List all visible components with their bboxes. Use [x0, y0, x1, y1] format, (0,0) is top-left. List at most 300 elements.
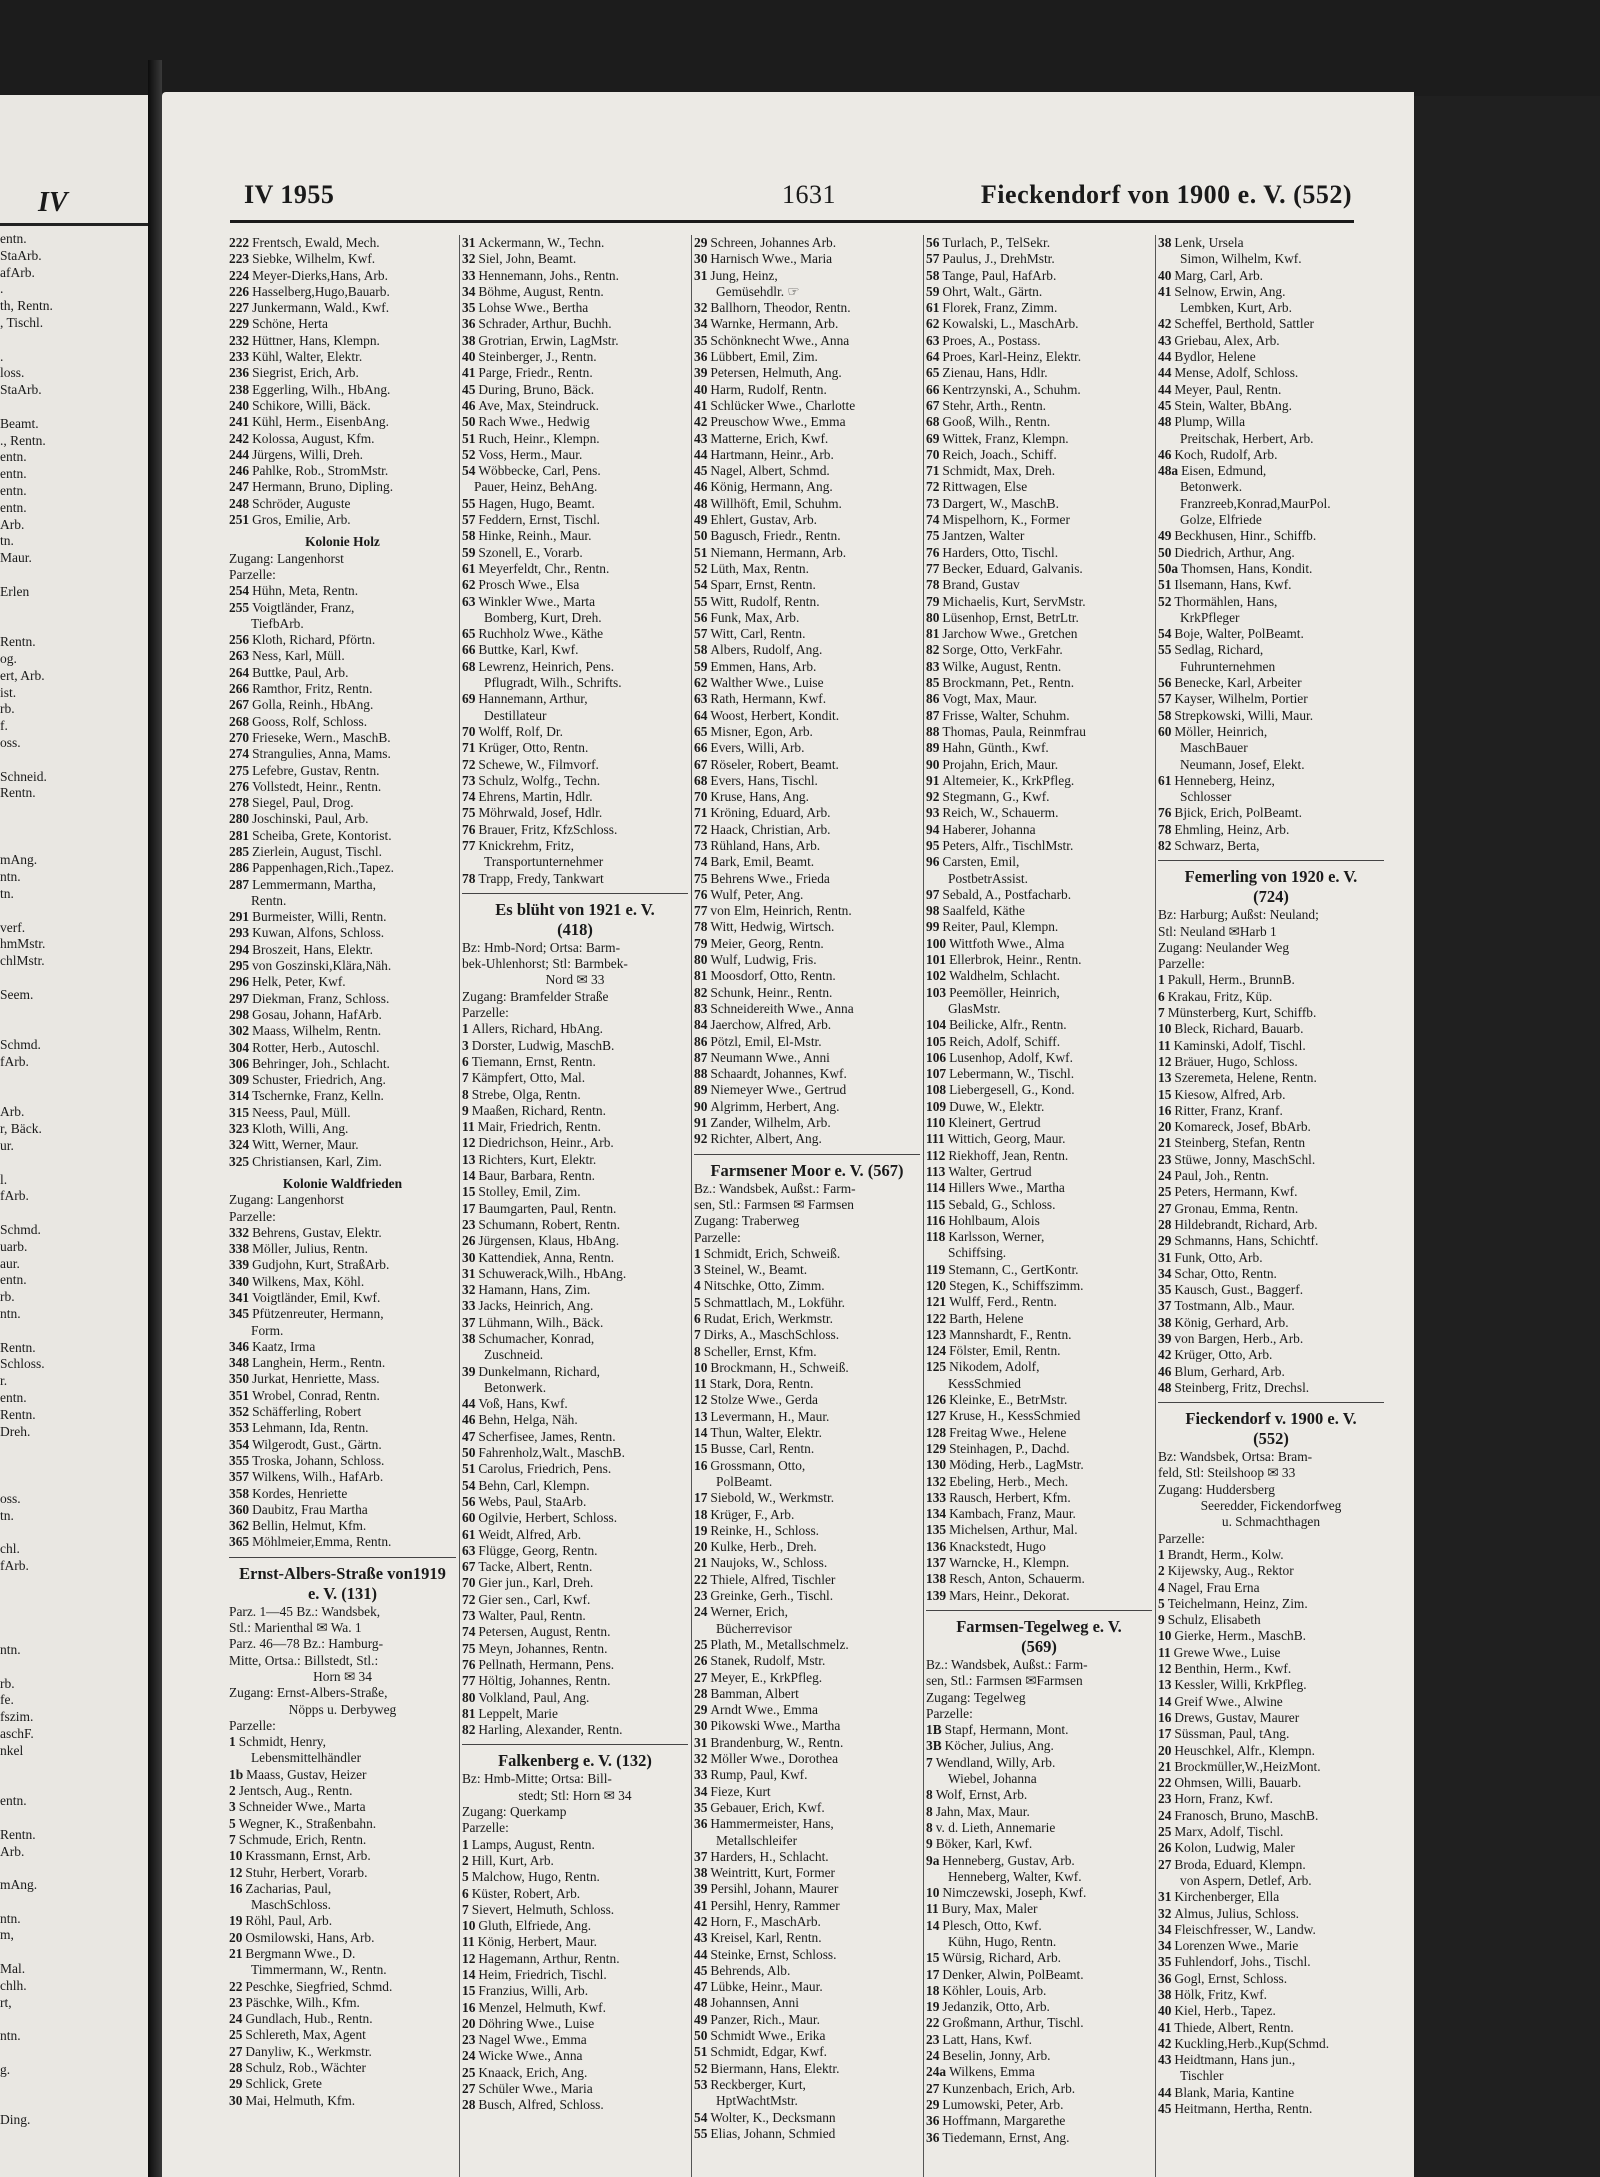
parcel-number: 56	[926, 235, 940, 250]
entry-text	[926, 871, 1152, 887]
parcel-number: 3	[462, 1037, 469, 1053]
entry-row	[229, 828, 456, 844]
entry-name: Fieckendorf v. 1900 e. V.	[1185, 1409, 1357, 1429]
entry-name: Maass, Gustav, Heizer	[246, 1766, 367, 1782]
left-page-line	[0, 819, 53, 836]
left-page-line: fe.	[0, 1692, 14, 1708]
entry-text	[694, 1197, 920, 1213]
entry-row	[1158, 1266, 1384, 1282]
entry-name: Saalfeld, Käthe	[942, 903, 1025, 919]
parcel-number: 20	[1158, 1742, 1172, 1758]
entry-name: Walter, Gertrud	[948, 1163, 1032, 1179]
entry-name: Stemann, C., GertKontr.	[948, 1261, 1079, 1277]
entry-text	[1158, 659, 1384, 675]
parcel-number: 256	[229, 632, 250, 648]
left-page-line	[0, 1155, 53, 1172]
section-heading	[229, 1584, 456, 1604]
entry-name: Walther Wwe., Luise	[710, 675, 824, 691]
parcel-number: 76	[926, 544, 940, 560]
entry-name: Kolonie Waldfrieden	[282, 1175, 403, 1191]
entry-row	[694, 528, 920, 544]
parcel-number: 47	[694, 1979, 708, 1995]
entry-name: Meyer, E., KrkPfleg.	[710, 1669, 823, 1685]
entry-row	[694, 789, 920, 805]
parcel-number: 98	[926, 903, 940, 919]
parcel-number: 21	[229, 1945, 243, 1961]
left-page-line: Schneid.	[0, 768, 47, 784]
parcel-number: 274	[229, 746, 250, 762]
entry-row	[1158, 1954, 1384, 1970]
entry-row	[926, 2113, 1152, 2129]
entry-name: Ballhorn, Theodor, Rentn.	[710, 300, 851, 316]
parcel-number: 24	[229, 2011, 243, 2027]
entry-name: Witt, Werner, Maur.	[252, 1137, 359, 1153]
entry-name: Ehlert, Gustav, Arb.	[710, 512, 817, 528]
entry-name: Broszeit, Hans, Elektr.	[252, 941, 373, 957]
entry-name: Femerling von 1920 e. V.	[1184, 867, 1358, 887]
parcel-number: 6	[694, 1311, 701, 1326]
parcel-number: 268	[229, 713, 250, 729]
entry-row	[926, 1787, 1152, 1803]
entry-row	[1158, 1070, 1384, 1086]
entry-name: During, Bruno, Bäck.	[478, 381, 595, 397]
parcel-number: 11	[462, 1119, 475, 1135]
entry-text	[694, 284, 920, 300]
entry-row	[462, 1021, 688, 1037]
entry-name: Bräuer, Hugo, Schloss.	[1174, 1053, 1298, 1069]
parcel-number: 302	[229, 1023, 250, 1039]
entry-name: Naujoks, W., Schloss.	[710, 1555, 828, 1571]
entry-name: Lewrenz, Heinrich, Pens.	[478, 658, 615, 674]
entry-name: Hohlbaum, Alois	[948, 1212, 1040, 1228]
entry-name: Kuwan, Alfons, Schloss.	[252, 925, 385, 941]
parcel-number: 1	[1158, 972, 1165, 988]
parcel-number: 12	[229, 1864, 243, 1880]
section-divider	[229, 1557, 456, 1564]
entry-row	[1158, 447, 1384, 463]
parcel-number: 38	[462, 332, 476, 348]
parcel-number: 65	[694, 723, 708, 739]
entry-row	[926, 724, 1152, 740]
parcel-number: 118	[926, 1229, 946, 1245]
entry-row	[229, 1023, 456, 1039]
entry-row	[926, 1392, 1152, 1408]
left-page-line	[0, 752, 53, 769]
entry-row	[926, 382, 1152, 398]
parcel-number: 17	[462, 1200, 476, 1216]
left-page-line: entn.	[0, 499, 27, 515]
parcel-number: 287	[229, 876, 250, 892]
left-page-line: aur.	[0, 1255, 20, 1271]
entry-name: Schlosser	[1180, 789, 1232, 805]
parcel-number: 26	[1158, 1840, 1172, 1856]
parcel-number: 4	[1158, 1579, 1165, 1595]
entry-name: Voss, Herm., Maur.	[478, 446, 583, 462]
entry-name: Bydlor, Helene	[1174, 349, 1256, 365]
entry-name: Sebald, G., Schloss.	[948, 1196, 1056, 1212]
entry-row	[926, 1099, 1152, 1115]
entry-row	[694, 1376, 920, 1392]
parcel-number: 50	[694, 2028, 708, 2044]
parcel-number: 266	[229, 681, 250, 697]
entry-name: Baumgarten, Paul, Rentn.	[478, 1200, 617, 1216]
left-page-line: chlMstr.	[0, 953, 45, 969]
entry-name: Feddern, Ernst, Tischl.	[478, 512, 601, 528]
parcel-number: 24	[1158, 1807, 1172, 1823]
entry-name: Schulz, Rob., Wächter	[245, 2060, 366, 2076]
entry-row	[229, 1072, 456, 1088]
entry-row	[462, 1608, 688, 1624]
entry-row	[926, 773, 1152, 789]
entry-name: Schüler Wwe., Maria	[478, 2081, 593, 2097]
entry-row	[926, 1278, 1152, 1294]
entry-row	[1158, 235, 1384, 251]
entry-name: GlasMstr.	[948, 1000, 1001, 1016]
entry-row	[1158, 822, 1384, 838]
parcel-number: 121	[926, 1294, 947, 1310]
entry-row	[462, 2000, 688, 2016]
entry-row	[694, 659, 920, 675]
entry-name: Tacke, Albert, Rentn.	[478, 1559, 593, 1575]
parcel-number: 21	[694, 1555, 708, 1571]
entry-name: Almus, Julius, Schloss.	[1174, 1905, 1300, 1921]
entry-row	[229, 648, 456, 664]
entry-row	[229, 447, 456, 463]
left-page-line: Dreh.	[0, 1423, 31, 1439]
entry-name: Langhein, Herm., Rentn.	[252, 1355, 386, 1371]
entry-row	[1158, 284, 1384, 300]
left-page-line	[0, 1592, 53, 1609]
entry-name: Jürgens, Willi, Dreh.	[252, 446, 364, 462]
section-heading	[229, 1564, 456, 1584]
page-number: 1631	[782, 180, 836, 209]
entry-text	[1158, 431, 1384, 447]
entry-name: Hartmann, Heinr., Arb.	[710, 446, 834, 462]
left-page-line: r, Bäck.	[0, 1121, 42, 1137]
entry-name: Gooss, Rolf, Schloss.	[252, 713, 368, 729]
entry-name: Zugang: Huddersberg	[1158, 1481, 1275, 1497]
left-page-rule	[0, 223, 148, 226]
parcel-number: 35	[1158, 1954, 1172, 1970]
entry-name: Schröder, Auguste	[252, 495, 351, 511]
entry-row	[229, 463, 456, 479]
left-page-line	[0, 1608, 53, 1625]
entry-row	[926, 1311, 1152, 1327]
parcel-number: 44	[462, 1396, 476, 1412]
parcel-number: 61	[462, 1526, 476, 1542]
parcel-number: 70	[926, 446, 940, 462]
entry-name: Harling, Alexander, Rentn.	[478, 1722, 623, 1738]
parcel-number: 23	[229, 1994, 243, 2010]
entry-name: Richter, Albert, Ang.	[710, 1131, 822, 1147]
entry-text	[926, 1869, 1152, 1885]
parcel-number: 38	[1158, 1986, 1172, 2002]
parcel-number: 90	[926, 756, 940, 772]
entry-row	[694, 1523, 920, 1539]
entry-row	[926, 251, 1152, 267]
entry-text	[229, 534, 456, 550]
parcel-number: 263	[229, 648, 250, 664]
entry-name: Schmattlach, M., Lokführ.	[703, 1294, 846, 1310]
entry-row	[926, 398, 1152, 414]
entry-row	[462, 1641, 688, 1657]
parcel-number: 20	[229, 1929, 243, 1945]
directory-page	[162, 92, 1414, 2177]
entry-name: Bury, Max, Maler	[941, 1901, 1038, 1917]
parcel-number: 23	[462, 1216, 476, 1232]
entry-name: PostbetrAssist.	[948, 870, 1028, 886]
entry-name: Reiter, Paul, Klempn.	[942, 919, 1059, 935]
entry-row	[694, 1653, 920, 1669]
parcel-number: 13	[462, 1151, 476, 1167]
parcel-number: 15	[462, 1184, 476, 1200]
parcel-number: 36	[926, 2129, 940, 2145]
entry-name: Plump, Willa	[1174, 414, 1246, 430]
entry-row	[1158, 528, 1384, 544]
entry-name: Parzelle:	[1158, 956, 1205, 972]
entry-name: Kloth, Willi, Ang.	[252, 1121, 349, 1137]
entry-row	[1158, 724, 1384, 740]
entry-name: Kloth, Richard, Pförtn.	[252, 632, 376, 648]
entry-row	[694, 1099, 920, 1115]
parcel-number: 130	[926, 1457, 947, 1473]
parcel-number: 40	[462, 349, 476, 365]
parcel-number: 40	[1158, 2003, 1172, 2019]
parcel-number: 63	[694, 691, 708, 707]
left-page-line: , Tischl.	[0, 314, 44, 330]
entry-name: Knickrehm, Fritz,	[478, 837, 574, 853]
entry-name: Kattendiek, Anna, Rentn.	[478, 1249, 615, 1265]
parcel-number: 294	[229, 941, 250, 957]
entry-row	[694, 903, 920, 919]
entry-name: Kayser, Wilhelm, Portier	[1174, 691, 1308, 707]
entry-name: Meyn, Johannes, Rentn.	[478, 1640, 608, 1656]
parcel-number: 27	[1158, 1200, 1172, 1216]
parcel-number: 123	[926, 1326, 947, 1342]
parcel-number: 28	[229, 2060, 243, 2076]
parcel-number: 67	[694, 756, 708, 772]
entry-row	[462, 757, 688, 773]
parcel-number: 21	[1158, 1758, 1172, 1774]
parcel-number: 56	[694, 609, 708, 625]
left-page-line	[0, 836, 53, 853]
parcel-number: 42	[1158, 1347, 1172, 1363]
entry-name: Wittfoth Wwe., Alma	[949, 935, 1065, 951]
entry-name: Proes, A., Postass.	[942, 332, 1041, 348]
directory-columns	[227, 235, 1387, 2177]
entry-name: Brockmann, Pet., Rentn.	[942, 675, 1075, 691]
parcel-number: 24	[926, 2048, 940, 2064]
parcel-number: 30	[694, 1718, 708, 1734]
entry-row	[926, 968, 1152, 984]
entry-row	[926, 1262, 1152, 1278]
parcel-number: 44	[694, 1946, 708, 1962]
entry-name: Schuwerack,Wilh., HbAng.	[478, 1265, 627, 1281]
entry-name: Hüttner, Hans, Klempn.	[252, 332, 380, 348]
entry-name: Voß, Hans, Kwf.	[478, 1396, 568, 1412]
entry-name: Harm, Rudolf, Rentn.	[710, 381, 827, 397]
entry-row	[462, 1315, 688, 1331]
parcel-number: 314	[229, 1088, 250, 1104]
entry-name: Kambach, Franz, Maur.	[949, 1506, 1076, 1522]
left-page-line: g.	[0, 2061, 11, 2077]
parcel-number: 240	[229, 397, 250, 413]
entry-name: Lebensmittelhändler	[251, 1750, 362, 1766]
parcel-number: 62	[926, 316, 940, 332]
entry-row	[229, 909, 456, 925]
parcel-number: 25	[462, 2064, 476, 2080]
left-page-line	[0, 2079, 53, 2096]
entry-name: Henneberg, Gustav, Arb.	[942, 1852, 1075, 1868]
parcel-number: 7	[1158, 1005, 1165, 1021]
parcel-number: 39	[694, 1881, 708, 1897]
entry-row	[462, 398, 688, 414]
entry-row	[462, 1135, 688, 1151]
parcel-number: 76	[694, 886, 708, 902]
parcel-number: 46	[1158, 1363, 1172, 1379]
parcel-number: 29	[694, 235, 708, 250]
entry-row	[462, 1217, 688, 1233]
left-page-line	[0, 1575, 53, 1592]
parcel-number: 79	[926, 593, 940, 609]
entry-row	[694, 1001, 920, 1017]
entry-name: Pflugradt, Wilh., Schrifts.	[484, 675, 622, 691]
section-heading	[1158, 1409, 1384, 1429]
entry-name: Möller Wwe., Dorothea	[710, 1751, 839, 1767]
column-5	[1155, 235, 1387, 2177]
entry-name: Hermann, Bruno, Dipling.	[252, 479, 394, 495]
entry-row	[462, 1201, 688, 1217]
entry-row	[462, 1070, 688, 1086]
entry-name: Funk, Otto, Arb.	[1174, 1249, 1263, 1265]
parcel-number: 103	[926, 984, 947, 1000]
entry-name: Wicke Wwe., Anna	[478, 2048, 583, 2064]
parcel-number: 73	[462, 1608, 476, 1624]
parcel-number: 275	[229, 762, 250, 778]
entry-name: Brandenburg, W., Rentn.	[710, 1734, 844, 1750]
entry-name: Rentn.	[251, 892, 287, 908]
parcel-number: 68	[694, 772, 708, 788]
left-page-line: Rentn.	[0, 634, 36, 650]
left-page-line	[0, 2095, 53, 2112]
parcel-number: 13	[1158, 1070, 1172, 1086]
parcel-number: 116	[926, 1212, 946, 1228]
entry-row	[462, 724, 688, 740]
parcel-number: 1	[229, 1734, 236, 1750]
parcel-number: 298	[229, 1006, 250, 1022]
parcel-number: 106	[926, 1049, 947, 1065]
entry-row	[926, 642, 1152, 658]
entry-name: Johannsen, Anni	[710, 1995, 799, 2011]
parcel-number: 47	[462, 1428, 476, 1444]
entry-name: Schikore, Willi, Bäck.	[252, 397, 371, 413]
entry-name: Wilkens, Emma	[949, 2064, 1035, 2080]
parcel-number: 92	[926, 789, 940, 805]
entry-name: Grewe Wwe., Luise	[1173, 1644, 1281, 1660]
entry-name: Farmsen-Tegelweg e. V.	[956, 1616, 1122, 1636]
entry-row	[926, 2048, 1152, 2064]
entry-name: Parz. 1—45 Bz.: Wandsbek,	[229, 1603, 381, 1619]
entry-name: Tischler	[1180, 2068, 1224, 2084]
entry-name: Behrends, Alb.	[710, 1962, 791, 1978]
entry-name: Nitschke, Otto, Zimm.	[703, 1278, 825, 1294]
entry-name: Thormählen, Hans,	[1174, 593, 1278, 609]
entry-name: Peschke, Siegfried, Schmd.	[245, 1978, 393, 1994]
entry-text	[229, 1176, 456, 1192]
entry-row	[462, 414, 688, 430]
entry-name: (552)	[1253, 1429, 1289, 1449]
entry-text	[1158, 1498, 1384, 1514]
entry-name: Hagemann, Arthur, Rentn.	[478, 1950, 620, 1966]
entry-name: Rittwagen, Else	[942, 479, 1028, 495]
parcel-number: 20	[1158, 1119, 1172, 1135]
entry-name: Koch, Rudolf, Arb.	[1174, 446, 1278, 462]
entry-name: Warncke, H., Klempn.	[949, 1555, 1070, 1571]
entry-row	[694, 740, 920, 756]
entry-name: Volkland, Paul, Ang.	[478, 1689, 590, 1705]
entry-row	[1158, 316, 1384, 332]
entry-name: Stüwe, Jonny, MaschSchl.	[1174, 1151, 1316, 1167]
entry-name: Thomsen, Hans, Kondit.	[1181, 560, 1313, 576]
parcel-number: 70	[462, 723, 476, 739]
entry-text	[1158, 940, 1384, 956]
entry-name: Röhl, Paul, Arb.	[245, 1913, 333, 1929]
entry-name: Siel, John, Beamt.	[478, 251, 577, 267]
entry-name: stedt; Stl: Horn ✉ 34	[518, 1787, 632, 1803]
parcel-number: 7	[462, 1901, 469, 1917]
entry-name: Fölster, Emil, Rentn.	[949, 1343, 1061, 1359]
entry-name: Gebauer, Erich, Kwf.	[710, 1799, 825, 1815]
parcel-number: 67	[462, 1559, 476, 1575]
entry-name: Winkler Wwe., Marta	[478, 593, 596, 609]
entry-name: Mense, Adolf, Schloss.	[1174, 365, 1299, 381]
entry-name: Witt, Carl, Rentn.	[710, 626, 806, 642]
entry-row	[1158, 708, 1384, 724]
entry-text	[462, 708, 688, 724]
entry-row	[1158, 1726, 1384, 1742]
entry-row	[229, 1946, 456, 1962]
parcel-number: 246	[229, 463, 250, 479]
entry-row	[1158, 805, 1384, 821]
parcel-number: 25	[229, 2027, 243, 2043]
entry-name: Frieseke, Wern., MaschB.	[252, 729, 391, 745]
entry-row	[694, 724, 920, 740]
left-page-line: mAng.	[0, 852, 38, 868]
parcel-number: 42	[694, 414, 708, 430]
entry-row	[926, 1180, 1152, 1196]
entry-name: Kleinke, E., BetrMstr.	[949, 1392, 1068, 1408]
entry-row	[229, 1290, 456, 1306]
entry-row	[694, 2044, 920, 2060]
entry-name: Rausch, Herbert, Kfm.	[949, 1489, 1071, 1505]
entry-name: Teichelmann, Heinz, Zim.	[1167, 1595, 1308, 1611]
entry-text	[229, 1718, 456, 1734]
entry-row	[462, 561, 688, 577]
entry-name: Komareck, Josef, BbArb.	[1174, 1119, 1311, 1135]
entry-name: Schlücker Wwe., Charlotte	[710, 397, 856, 413]
entry-name: Lamps, August, Rentn.	[471, 1836, 595, 1852]
entry-row	[926, 2064, 1152, 2080]
parcel-number: 77	[462, 837, 476, 853]
entry-row	[694, 1898, 920, 1914]
entry-name: Lohse Wwe., Bertha	[478, 300, 589, 316]
entry-row	[1158, 838, 1384, 854]
entry-name: Großmann, Arthur, Tischl.	[942, 2015, 1084, 2031]
entry-row	[462, 871, 688, 887]
entry-row	[1158, 1054, 1384, 1070]
entry-name: Stolze Wwe., Gerda	[710, 1392, 818, 1408]
entry-name: Brockmann, H., Schweiß.	[710, 1359, 849, 1375]
